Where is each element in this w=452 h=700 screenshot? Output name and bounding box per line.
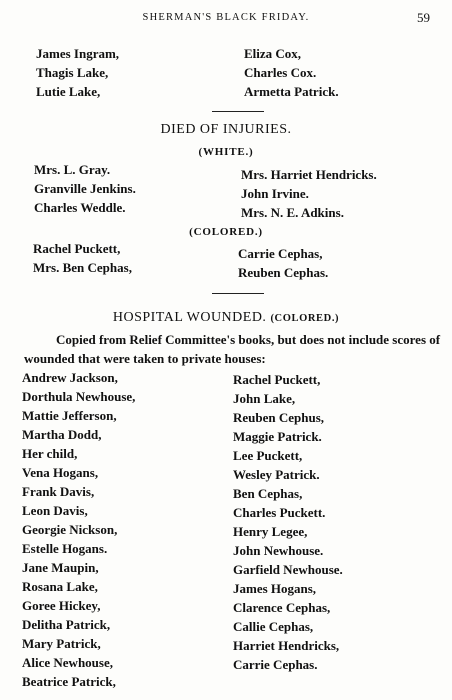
section-divider [212, 111, 264, 112]
name-entry: Martha Dodd, [22, 427, 102, 442]
hospital-note: Copied from Relief Committee's books, but does not include scores of wounded that were taken to private houses: [24, 332, 441, 366]
wounded-left [22, 368, 135, 691]
name-entry: Mrs. Harriet Hendricks. [241, 167, 377, 182]
name-entry: Carrie Cephas, [238, 246, 323, 261]
name-entry: Andrew Jackson, [22, 370, 118, 385]
name-entry: Charles Cox. [244, 65, 317, 80]
name-entry: Eliza Cox, [244, 46, 302, 61]
name-entry: Clarence Cephas, [233, 600, 331, 615]
top-list-left [36, 44, 119, 101]
name-entry: Armetta Patrick. [244, 84, 339, 99]
hospital-wounded-title: HOSPITAL WOUNDED. [112, 310, 267, 325]
page-number: 59 [417, 10, 430, 25]
name-entry: Lee Puckett, [233, 448, 303, 463]
name-entry: Lutie Lake, [36, 84, 101, 99]
name-entry: Rachel Puckett, [233, 372, 321, 387]
name-entry: John Lake, [233, 391, 296, 406]
name-entry: Reuben Cephas. [238, 265, 329, 280]
name-entry: Her child, [22, 446, 78, 461]
died-white-right [241, 165, 377, 222]
died-of-injuries-heading: DIED OF INJURIES. [160, 122, 292, 137]
name-entry: Garfield Newhouse. [233, 562, 343, 577]
name-entry: Leon Davis, [22, 503, 88, 518]
name-entry: John Irvine. [241, 186, 309, 201]
name-entry: Granville Jenkins. [34, 181, 136, 196]
name-entry: John Newhouse. [233, 543, 324, 558]
name-entry: Henry Legee, [233, 524, 308, 539]
name-entry: Beatrice Patrick, [22, 674, 116, 689]
name-entry: Rachel Puckett, [33, 241, 121, 256]
name-entry: Callie Cephas, [233, 619, 314, 634]
name-entry: Thagis Lake, [36, 65, 109, 80]
name-entry: Alice Newhouse, [22, 655, 113, 670]
name-entry: Frank Davis, [22, 484, 95, 499]
hospital-wounded-heading [0, 310, 452, 326]
name-entry: Reuben Cephus, [233, 410, 325, 425]
name-entry: Jane Maupin, [22, 560, 99, 575]
name-entry: Vena Hogans, [22, 465, 99, 480]
name-entry: Mrs. N. E. Adkins. [241, 205, 344, 220]
name-entry: Mattie Jefferson, [22, 408, 117, 423]
running-head: SHERMAN'S BLACK FRIDAY. [142, 12, 310, 23]
colored-label: (COLORED.) [189, 226, 263, 238]
top-list-right [244, 44, 339, 101]
name-entry: Mrs. L. Gray. [34, 162, 111, 177]
name-entry: Carrie Cephas. [233, 657, 318, 672]
name-entry: Mary Patrick, [22, 636, 101, 651]
name-entry: Delitha Patrick, [22, 617, 111, 632]
name-entry: James Ingram, [36, 46, 120, 61]
hospital-wounded-tag: (COLORED.) [270, 313, 340, 324]
name-entry: Dorthula Newhouse, [22, 389, 136, 404]
name-entry: Charles Weddle. [34, 200, 126, 215]
name-entry: Georgie Nickson, [22, 522, 118, 537]
name-entry: Charles Puckett. [233, 505, 326, 520]
died-white-left [34, 160, 136, 217]
name-entry: Rosana Lake, [22, 579, 98, 594]
wounded-right [233, 370, 343, 674]
died-colored-right [238, 244, 328, 282]
name-entry: James Hogans, [233, 581, 317, 596]
name-entry: Ben Cephas, [233, 486, 303, 501]
name-entry: Estelle Hogans. [22, 541, 108, 556]
name-entry: Harriet Hendricks, [233, 638, 340, 653]
name-entry: Mrs. Ben Cephas, [33, 260, 132, 275]
died-colored-left [33, 239, 132, 277]
white-label: (WHITE.) [198, 146, 254, 158]
name-entry: Maggie Patrick. [233, 429, 322, 444]
section-divider-2 [212, 293, 264, 294]
name-entry: Goree Hickey, [22, 598, 101, 613]
name-entry: Wesley Patrick. [233, 467, 320, 482]
